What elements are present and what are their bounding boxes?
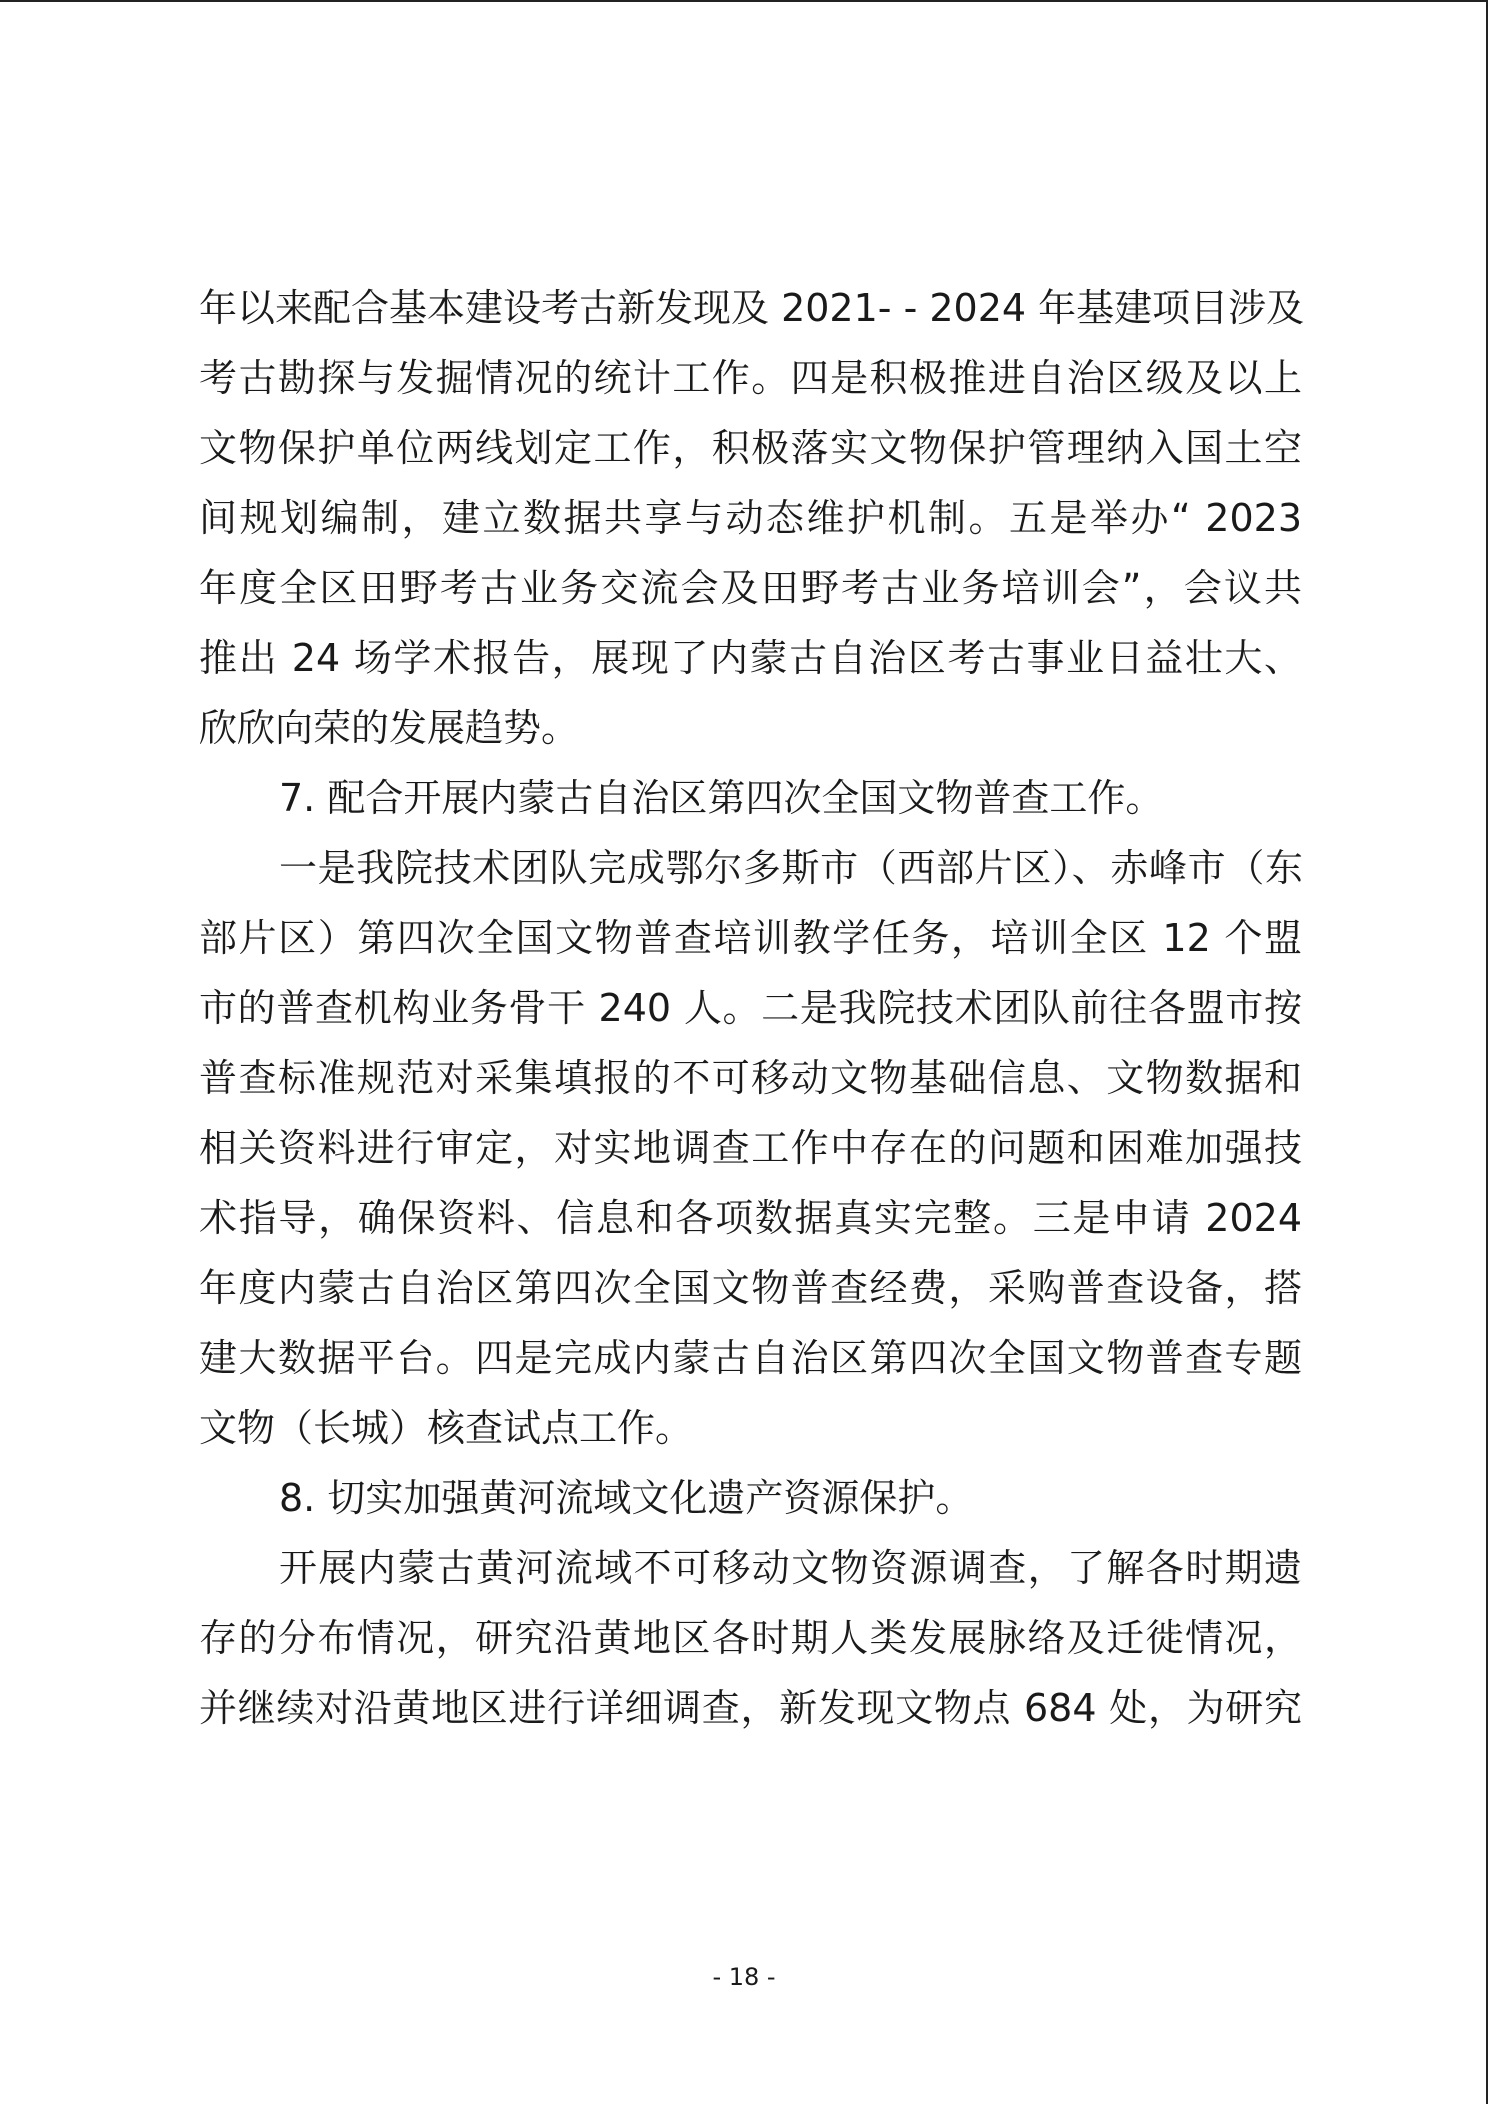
- text-line: 普查标准规范对采集填报的不可移动文物基础信息、文物数据和: [199, 1056, 1302, 1100]
- paragraph-3: [199, 1533, 1302, 1743]
- text-line: 文物保护单位两线划定工作，积极落实文物保护管理纳入国土空: [199, 426, 1302, 470]
- text-line: 市的普查机构业务骨干 240 人。二是我院技术团队前往各盟市按: [199, 986, 1302, 1030]
- text-line: 年度内蒙古自治区第四次全国文物普查经费，采购普查设备，搭: [199, 1266, 1302, 1310]
- text-line: 欣欣向荣的发展趋势。: [199, 706, 580, 750]
- text-line: 年以来配合基本建设考古新发现及 2021- - 2024 年基建项目涉及: [199, 286, 1305, 330]
- text-line: 年度全区田野考古业务交流会及田野考古业务培训会”，会议共: [199, 566, 1302, 610]
- text-line: 部片区）第四次全国文物普查培训教学任务，培训全区 12 个盟: [199, 916, 1302, 960]
- text-line: 间规划编制，建立数据共享与动态维护机制。五是举办“ 2023: [199, 496, 1302, 540]
- text-line: 存的分布情况，研究沿黄地区各时期人类发展脉络及迁徙情况，: [199, 1616, 1302, 1660]
- text-line: 术指导，确保资料、信息和各项数据真实完整。三是申请 2024: [199, 1196, 1302, 1240]
- section-heading-7: [199, 763, 1302, 833]
- text-line: 推出 24 场学术报告，展现了内蒙古自治区考古事业日益壮大、: [199, 636, 1302, 680]
- section-heading-8: [199, 1463, 1302, 1533]
- text-line: 相关资料进行审定，对实地调查工作中存在的问题和困难加强技: [199, 1126, 1302, 1170]
- paragraph-1: [199, 273, 1305, 763]
- body-text: [199, 273, 1305, 1743]
- heading-line: 7. 配合开展内蒙古自治区第四次全国文物普查工作。: [279, 776, 1164, 820]
- text-line: 一是我院技术团队完成鄂尔多斯市（西部片区）、赤峰市（东: [279, 846, 1302, 890]
- page-number: - 18 -: [712, 1963, 776, 1991]
- text-line: 并继续对沿黄地区进行详细调查，新发现文物点 684 处，为研究: [199, 1686, 1302, 1730]
- text-line: 考古勘探与发掘情况的统计工作。四是积极推进自治区级及以上: [199, 356, 1302, 400]
- heading-line: 8. 切实加强黄河流域文化遗产资源保护。: [279, 1476, 974, 1520]
- text-line: 建大数据平台。四是完成内蒙古自治区第四次全国文物普查专题: [199, 1336, 1302, 1380]
- text-line: 文物（长城）核查试点工作。: [199, 1406, 694, 1450]
- text-line: 开展内蒙古黄河流域不可移动文物资源调查，了解各时期遗: [279, 1546, 1302, 1590]
- paragraph-2: [199, 833, 1302, 1463]
